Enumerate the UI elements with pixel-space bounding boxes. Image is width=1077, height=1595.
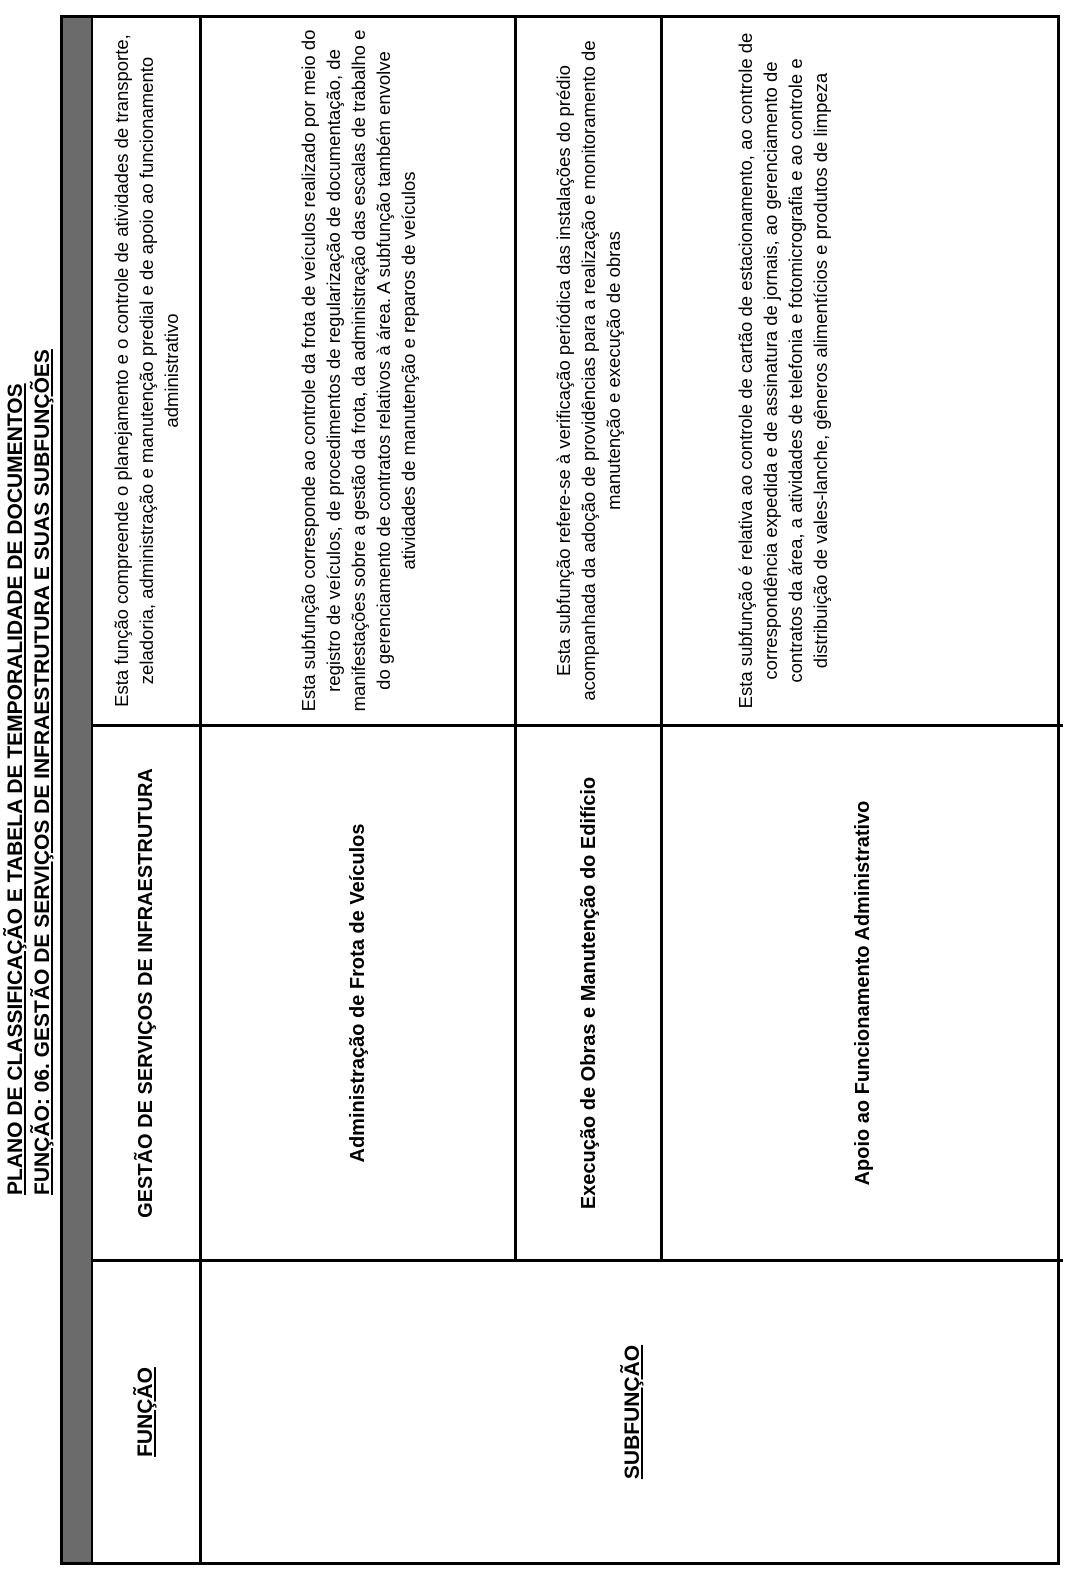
subfuncao-description-text: Esta subfunção corresponde ao controle da frota de veículos realizado por meio do registro de veículos, de procedimentos de regularização de documentação, de manifestações sobre a gestão da frota, da administração das escalas de trabalho e do gerenciamento de contratos relativos à área. A subfunção também envolve atividades de manutenção e reparos de veículos — [297, 29, 419, 712]
funcao-label — [93, 1262, 199, 1562]
subfuncao-name-text: Execução de Obras e Manutenção do Edifício — [577, 776, 600, 1210]
document-title — [2, 349, 56, 1195]
funcao-name — [93, 727, 199, 1259]
subfuncao-name-frota — [202, 727, 514, 1259]
funcao-description — [93, 15, 199, 724]
subfuncao-name-apoio — [663, 727, 1063, 1259]
subfuncao-name-text: Administração de Frota de Veículos — [347, 823, 369, 1163]
title-line-1: PLANO DE CLASSIFICAÇÃO E TABELA DE TEMPORALIDADE DE DOCUMENTOS — [4, 383, 27, 1195]
subfuncao-description-text: Esta subfunção refere-se à verificação periódica das instalações do prédio acompanhada da adoção de providências para a realização e monitoramento de manutenção e execução de obras — [553, 40, 624, 701]
funcao-description-text: Esta função compreende o planejamento e o controle de atividades de transporte, zeladoria, administração e manutenção predial e de apoio ao funcionamento administrativo — [110, 34, 182, 707]
subfuncao-description-apoio — [663, 15, 903, 724]
funcao-name-text: GESTÃO DE SERVIÇOS DE INFRAESTRUTURA — [135, 768, 157, 1218]
table-header-bar — [63, 18, 93, 1562]
title-line-2: FUNÇÃO: 06. GESTÃO DE SERVIÇOS DE INFRAESTRUTURA E SUAS SUBFUNÇÕES — [31, 349, 54, 1195]
subfuncao-name-obras — [517, 727, 660, 1259]
subfuncao-description-text: Esta subfunção é relativa ao controle de cartão de estacionamento, ao controle de correspondência expedida e de assinatura de jornais, ao gerenciamento de contratos da área, a atividades de telefonia e fotomicrografia e ao controle e distribuição de vales-lanche, gêneros alimentícios e produtos de limpeza — [735, 32, 831, 709]
funcao-label-text: FUNÇÃO — [134, 1367, 157, 1457]
subfuncao-name-text: Apoio ao Funcionamento Administrativo — [852, 800, 874, 1186]
classification-table — [60, 15, 1060, 1565]
subfuncao-description-frota — [202, 15, 514, 724]
subfuncao-label — [202, 1262, 1063, 1562]
subfuncao-label-text: SUBFUNÇÃO — [620, 1344, 644, 1480]
subfuncao-description-obras — [517, 15, 660, 724]
